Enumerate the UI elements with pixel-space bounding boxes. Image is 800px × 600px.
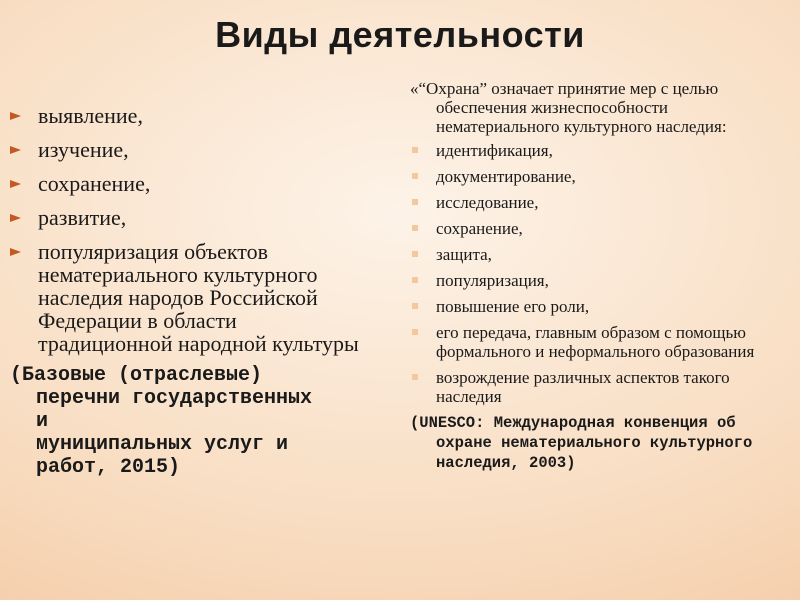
left-source-citation [10, 364, 360, 479]
list-item: сохранение, [10, 172, 360, 195]
list-item: изучение, [10, 138, 360, 161]
unesco-source-citation: (UNESCO: Международная конвенция об охране нематериального культурного наследия, 2003) [410, 414, 753, 472]
list-item: выявление, [10, 104, 360, 127]
list-item: сохранение, [410, 219, 780, 238]
list-item: популяризация, [410, 271, 780, 290]
list-item: документирование, [410, 167, 780, 186]
citation-line: (Базовые (отраслевые) [10, 364, 263, 387]
list-item: защита, [410, 245, 780, 264]
triangle-bullet-icon [10, 180, 21, 188]
citation-line: перечни государственных [36, 387, 313, 410]
square-bullet-icon [412, 374, 418, 380]
citation-line: муниципальных услуг и [36, 433, 289, 456]
square-bullet-icon [412, 251, 418, 257]
triangle-bullet-icon [10, 112, 21, 120]
list-item: идентификация, [410, 141, 780, 160]
citation-line: работ, 2015) [36, 456, 181, 479]
activities-column [10, 104, 360, 479]
unesco-definition: «“Охрана” означает принятие мер с целью обеспечения жизнеспособности нематериального культурного наследия: [410, 79, 727, 136]
triangle-bullet-icon [10, 146, 21, 154]
list-item: возрождение различных аспектов такого наследия [410, 368, 780, 406]
list-item: исследование, [410, 193, 780, 212]
citation-line: и [36, 410, 49, 433]
square-bullet-icon [412, 147, 418, 153]
triangle-bullet-icon [10, 248, 21, 256]
square-bullet-icon [412, 225, 418, 231]
square-bullet-icon [412, 173, 418, 179]
square-bullet-icon [412, 199, 418, 205]
unesco-column [410, 79, 780, 473]
square-bullet-icon [412, 329, 418, 335]
square-bullet-icon [412, 303, 418, 309]
list-item: развитие, [10, 206, 360, 229]
slide-title: Виды деятельности [215, 14, 585, 55]
list-item: повышение его роли, [410, 297, 780, 316]
activities-list [10, 104, 360, 355]
square-bullet-icon [412, 277, 418, 283]
triangle-bullet-icon [10, 214, 21, 222]
list-item: популяризация объектов нематериального культурного наследия народов Российской Федерации в области традиционной народной культуры [10, 240, 360, 355]
protection-measures-list [410, 141, 780, 406]
list-item: его передача, главным образом с помощью формального и неформального образования [410, 323, 780, 361]
